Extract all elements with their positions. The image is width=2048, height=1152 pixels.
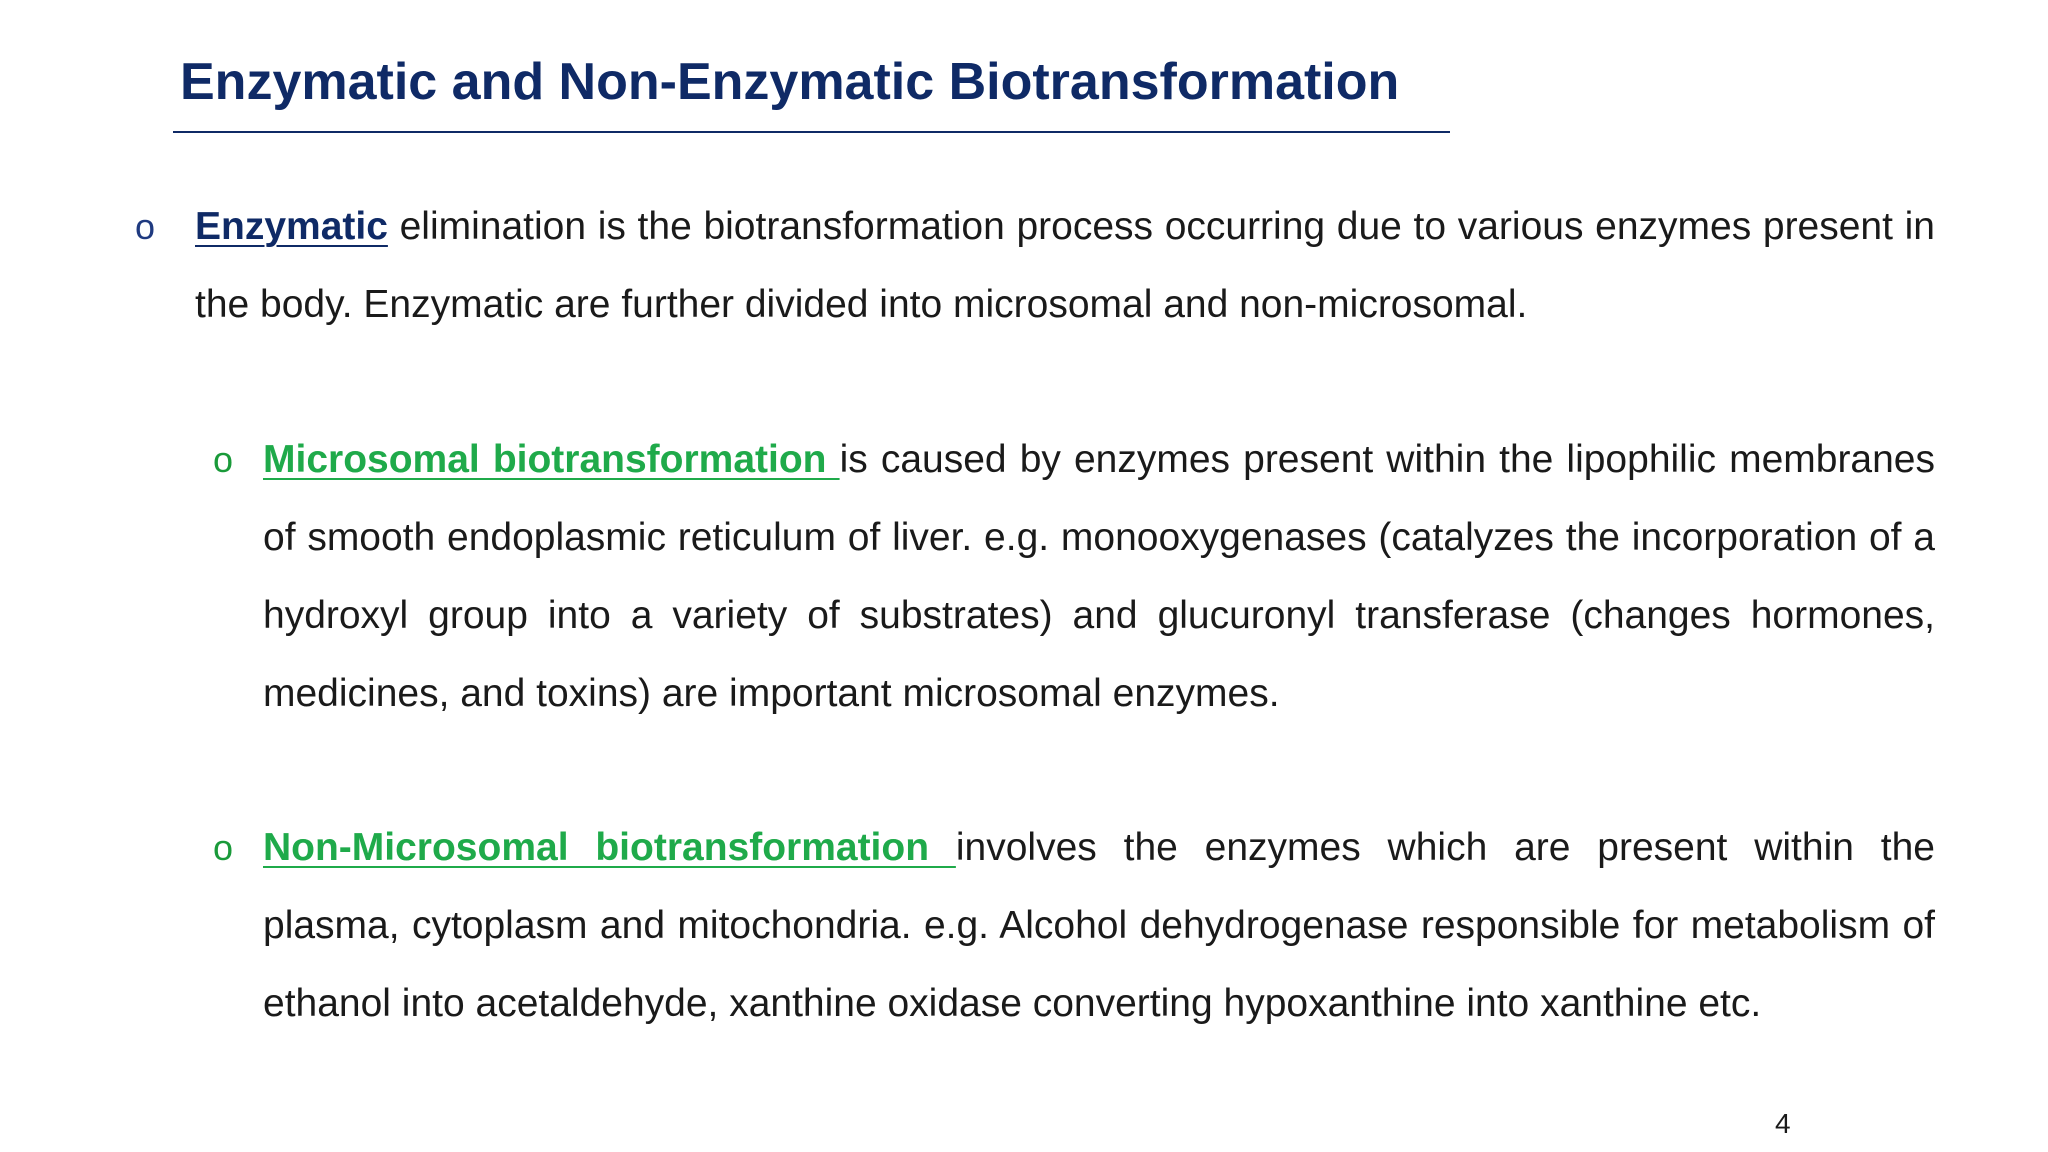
bullet-enzymatic [135, 188, 1935, 344]
bullet-term-non-microsomal: Non-Microsomal biotransformation [263, 826, 956, 869]
bullet-microsomal [213, 421, 1935, 733]
bullet-text-non-microsomal: involves the enzymes which are present within the plasma, cytoplasm and mitochondria. e.g. Alcohol dehydrogenase responsible for metabolism of ethanol into acetaldehyde, xanthine oxidase converting hypoxanthine into xanthine etc. [263, 826, 1935, 1025]
bullet-marker: o [135, 206, 156, 247]
bullet-marker: o [213, 439, 234, 480]
slide-title: Enzymatic and Non-Enzymatic Biotransformation [180, 53, 1400, 111]
page-number: 4 [1775, 1108, 1791, 1139]
title-underline-divider [173, 131, 1450, 133]
bullet-text-enzymatic: elimination is the biotransformation process occurring due to various enzymes present in the body. Enzymatic are further divided into microsomal and non-microsomal. [195, 205, 1935, 326]
bullet-marker: o [213, 827, 234, 868]
bullet-text-microsomal: is caused by enzymes present within the lipophilic membranes of smooth endoplasmic reticulum of liver. e.g. monooxygenases (catalyzes the incorporation of a hydroxyl group into a variety of substrates) and glucuronyl transferase (changes hormones, medicines, and toxins) are important microsomal enzymes. [263, 438, 1935, 715]
bullet-non-microsomal [213, 809, 1935, 1043]
bullet-term-enzymatic: Enzymatic [195, 205, 388, 248]
bullet-term-microsomal: Microsomal biotransformation [263, 438, 840, 481]
